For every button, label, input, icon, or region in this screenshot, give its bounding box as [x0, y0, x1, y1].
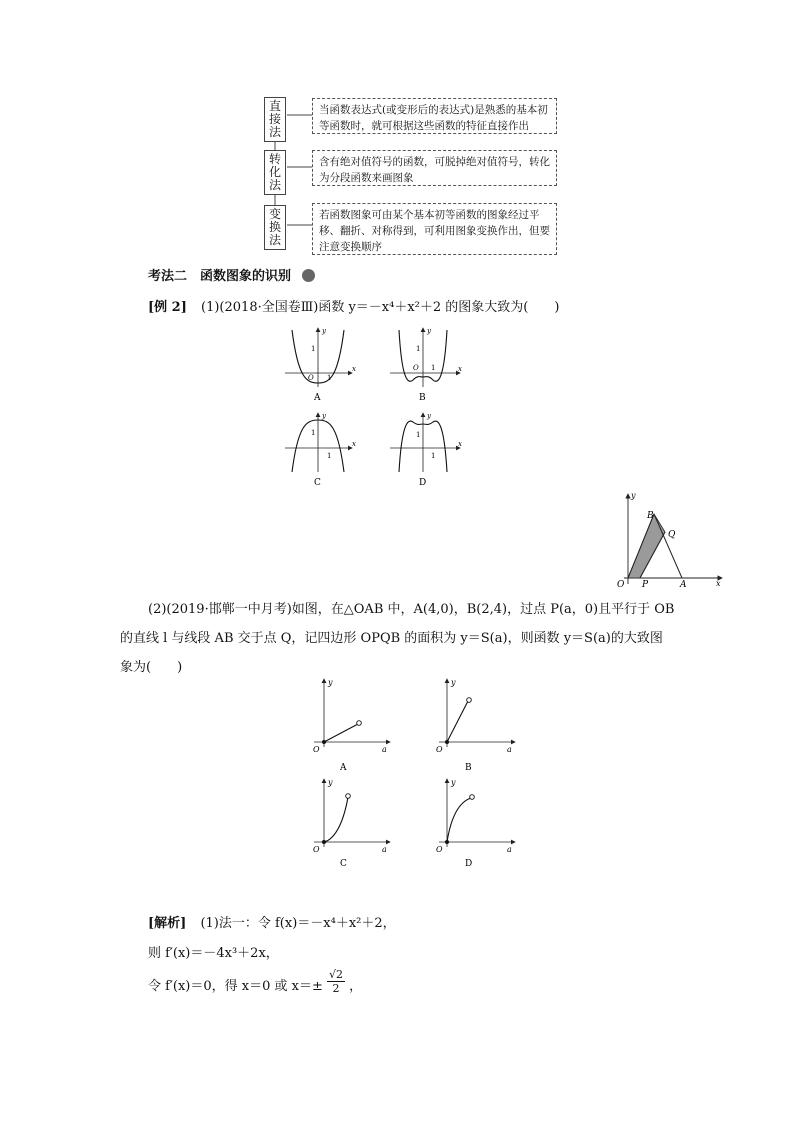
section-heading: [148, 265, 315, 284]
sqrt2-over-2: [327, 968, 345, 995]
solution-line2: 则 f′(x)＝－4x³＋2x，: [148, 946, 279, 961]
q2d-o: O: [436, 845, 443, 854]
q2-graph-b: [436, 678, 515, 773]
method-text-direct: 当函数表达式(或变形后的表达式)是熟悉的基本初等函数时，就可根据这些函数的特征直接作出: [312, 98, 557, 134]
q1a-o: O: [308, 374, 314, 382]
q1b-y: y: [427, 327, 431, 335]
q1d-one: 1: [416, 431, 421, 439]
q2b-a: a: [507, 745, 512, 754]
method-label-transform: 转化法: [264, 150, 286, 195]
q1a-cap: A: [314, 393, 321, 403]
solution-line1-text: (1)法一：令 f(x)＝－x⁴＋x²＋2，: [200, 916, 396, 931]
q2a-y: y: [328, 678, 333, 687]
q2b-cap: B: [465, 763, 472, 773]
fig-q: Q: [668, 530, 676, 540]
q1-graph-c: [285, 412, 356, 488]
q2c-y: y: [328, 778, 333, 787]
q1c-y: y: [322, 412, 326, 420]
q1c-one: 1: [311, 429, 316, 437]
section-dot-icon: [302, 269, 315, 282]
q2c-o: O: [313, 845, 320, 854]
triangle-figure: [610, 490, 725, 592]
shaded-quadrilateral: [628, 514, 665, 578]
q1d-x: x: [458, 440, 462, 448]
q1a-onex: 1: [327, 374, 332, 382]
q2-graph-a: [313, 678, 390, 773]
solution-line1: [148, 912, 396, 931]
q1a-one: 1: [311, 345, 316, 353]
q2b-y: y: [451, 678, 456, 687]
q1c-x: x: [352, 440, 356, 448]
solution-line3-pre: 令 f′(x)＝0，得 x＝0 或 x＝±: [148, 979, 323, 994]
example-q1-text: (1)(2018·全国卷Ⅲ)函数 y＝－x⁴＋x²＋2 的图象大致为( ): [201, 300, 560, 315]
q1a-y: y: [322, 327, 326, 335]
q1b-x: x: [458, 365, 462, 373]
q2d-cap: D: [465, 859, 473, 869]
fig-a: A: [680, 580, 687, 590]
q1c-onex: 1: [327, 452, 332, 460]
q2-graph-d: [436, 778, 515, 869]
method-label-change: 变换法: [264, 205, 286, 250]
q1-graphs: [280, 325, 470, 495]
solution-line3-post: ，: [349, 979, 363, 994]
q1d-y: y: [427, 412, 431, 420]
q2d-a: a: [507, 845, 512, 854]
solution-tag: [解析]: [148, 916, 187, 931]
q2d-y: y: [451, 778, 456, 787]
q2-line3: 象为( ): [120, 660, 183, 675]
method-label-direct: 直接法: [264, 97, 286, 142]
frac-numerator: √2: [329, 968, 344, 981]
q2c-a: a: [382, 845, 387, 854]
frac-denominator: 2: [332, 982, 340, 995]
example-q1: [148, 296, 559, 315]
q1a-x: x: [352, 365, 356, 373]
q1c-cap: C: [314, 478, 321, 488]
q2-line1: (2)(2019·邯郸一中月考)如图，在△OAB 中，A(4,0)，B(2,4)，过点 P(a，0)且平行于 OB: [148, 602, 675, 617]
q2a-a: a: [382, 745, 387, 754]
fig-y: y: [631, 491, 636, 500]
example-tag: [例 2]: [148, 300, 187, 315]
q2b-o: O: [436, 745, 443, 754]
method-text-change: 若函数图象可由某个基本初等函数的图象经过平移、翻折、对称得到，可利用图象变换作出，但要注意变换顺序: [312, 203, 557, 255]
fig-x: x: [716, 579, 721, 588]
q1-graph-b: [390, 327, 462, 403]
fig-p: P: [642, 580, 649, 590]
q1b-o: O: [413, 364, 419, 372]
solution-line3: [148, 968, 363, 995]
q2-graphs: [310, 675, 520, 875]
q1b-one: 1: [416, 345, 421, 353]
q1-graph-a: [285, 327, 356, 403]
q1d-cap: D: [419, 478, 427, 488]
q2a-cap: A: [340, 763, 347, 773]
q1-graph-d: [390, 412, 462, 488]
q2-line2: 的直线 l 与线段 AB 交于点 Q，记四边形 OPQB 的面积为 y＝S(a)，则函数 y＝S(a)的大致图: [120, 631, 663, 646]
q1d-onex: 1: [431, 452, 436, 460]
fig-b: B: [647, 511, 654, 521]
method-text-transform: 含有绝对值符号的函数，可脱掉绝对值符号，转化为分段函数来画图象: [312, 150, 557, 186]
q1b-cap: B: [419, 393, 426, 403]
q2-graph-c: [313, 778, 390, 869]
section-heading-text: 考法二 函数图象的识别: [148, 269, 292, 284]
q2c-cap: C: [340, 859, 347, 869]
q2a-o: O: [313, 745, 320, 754]
q1b-onex: 1: [431, 364, 436, 372]
fig-o: O: [617, 580, 625, 590]
